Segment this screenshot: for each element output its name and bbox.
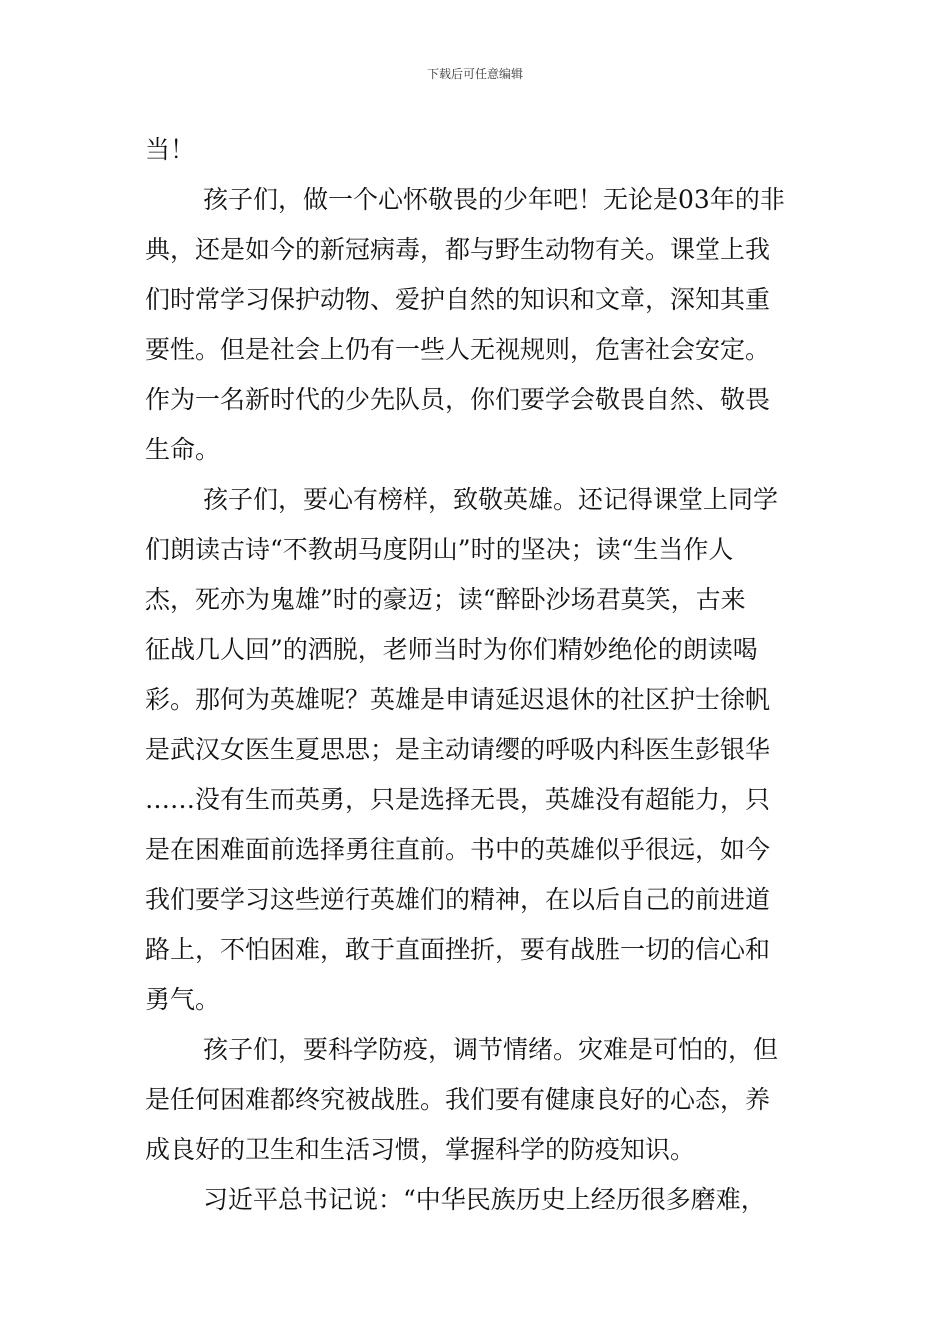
text-line: 们朗读古诗“不教胡马度阴山”时的坚决；读“生当作人 — [145, 535, 734, 564]
text-line: 杰，死亦为鬼雄”时的豪迈；读“醉卧沙场君莫笑，古来 — [145, 585, 746, 614]
paragraph-start-line: 孩子们，要科学防疫，调节情绪。灾难是可怕的，但 — [203, 1035, 779, 1064]
text-line: 是在困难面前选择勇往直前。书中的英雄似乎很远，如今 — [145, 835, 771, 864]
paragraph-start-line: 习近平总书记说：“中华民族历史上经历很多磨难， — [203, 1185, 766, 1214]
paragraph-start-line: 孩子们，要心有榜样，致敬英雄。还记得课堂上同学 — [203, 485, 779, 514]
text-line: 是任何困难都终究被战胜。我们要有健康良好的心态，养 — [145, 1085, 771, 1114]
text-line: 生命。 — [145, 435, 221, 464]
text-line: 要性。但是社会上仍有一些人无视规则，危害社会安定。 — [145, 335, 771, 364]
text-line: 成良好的卫生和生活习惯，掌握科学的防疫知识。 — [145, 1135, 696, 1164]
text-line: 路上，不怕困难，敢于直面挫折，要有战胜一切的信心和 — [145, 935, 771, 964]
text-line: 我们要学习这些逆行英雄们的精神，在以后自己的前进道 — [145, 885, 771, 914]
text-line: 勇气。 — [145, 985, 221, 1014]
text-line: ……没有生而英勇，只是选择无畏，英雄没有超能力，只 — [145, 785, 771, 814]
text-line: 当！ — [145, 135, 196, 164]
text-line: 作为一名新时代的少先队员，你们要学会敬畏自然、敬畏 — [145, 385, 771, 414]
text-line: 是武汉女医生夏思思；是主动请缨的呼吸内科医生彭银华 — [145, 735, 771, 764]
text-line: 们时常学习保护动物、爱护自然的知识和文章，深知其重 — [145, 285, 771, 314]
paragraph-start-line: 孩子们，做一个心怀敬畏的少年吧！无论是03年的非 — [203, 185, 785, 214]
body-text — [145, 125, 809, 1225]
text-line: 彩。那何为英雄呢？英雄是申请延迟退休的社区护士徐帆 — [145, 685, 771, 714]
text-line: 征战几人回”的洒脱，老师当时为你们精妙绝伦的朗读喝 — [145, 635, 758, 664]
page-header: 下载后可任意编辑 — [426, 67, 523, 81]
text-line: 典，还是如今的新冠病毒，都与野生动物有关。课堂上我 — [145, 235, 771, 264]
